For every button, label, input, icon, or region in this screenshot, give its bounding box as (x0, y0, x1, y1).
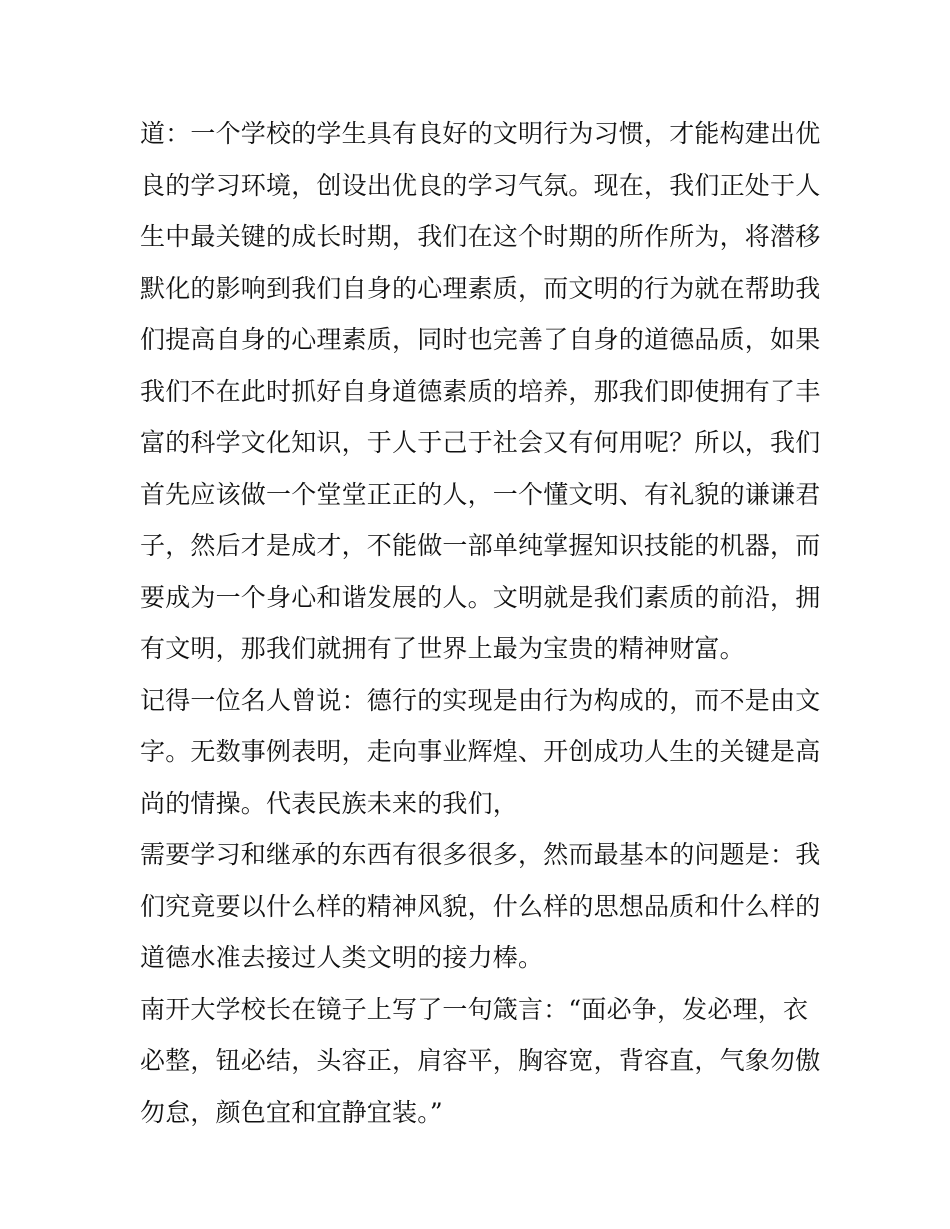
text-line: 尚的情操。代表民族未来的我们， (140, 788, 519, 818)
text-line: 首先应该做一个堂堂正正的人，一个懂文明、有礼貌的谦谦君 (140, 479, 821, 509)
text-line: 要成为一个身心和谐发展的人。文明就是我们素质的前沿，拥 (140, 582, 821, 612)
text-line: 需要学习和继承的东西有很多很多，然而最基本的问题是：我 (140, 840, 821, 869)
text-line: 字。无数事例表明，走向事业辉煌、开创成功人生的关键是高 (140, 737, 821, 766)
text-line: 良的学习环境，创设出优良的学习气氛。现在，我们正处于人 (140, 170, 821, 200)
text-line: 记得一位名人曾说：德行的实现是由行为构成的，而不是由文 (140, 685, 821, 715)
text-line: 们究竟要以什么样的精神风貌，什么样的思想品质和什么样的 (140, 891, 821, 921)
text-line: 道：一个学校的学生具有良好的文明行为习惯，才能构建出优 (140, 119, 821, 148)
text-line: 有文明，那我们就拥有了世界上最为宝贵的精神财富。 (140, 634, 745, 663)
text-line: 们提高自身的心理素质，同时也完善了自身的道德品质，如果 (140, 325, 821, 354)
text-line: 子，然后才是成才，不能做一部单纯掌握知识技能的机器，而 (140, 531, 821, 560)
text-line: 默化的影响到我们自身的心理素质，而文明的行为就在帮助我 (140, 273, 821, 303)
body-text (140, 108, 820, 1138)
text-line: 道德水准去接过人类文明的接力棒。 (140, 943, 544, 972)
text-line: 必整，钮必结，头容正，肩容平，胸容宽，背容直，气象勿傲 (140, 1046, 821, 1075)
text-line: 南开大学校长在镜子上写了一句箴言：“面必争，发必理，衣 (140, 994, 809, 1024)
text-line: 富的科学文化知识，于人于己于社会又有何用呢？所以，我们 (140, 428, 821, 457)
text-line: 我们不在此时抓好自身道德素质的培养，那我们即使拥有了丰 (140, 376, 821, 406)
text-line: 生中最关键的成长时期，我们在这个时期的所作所为，将潜移 (140, 222, 821, 251)
text-line: 勿怠，颜色宜和宜静宜装。” (140, 1097, 443, 1127)
